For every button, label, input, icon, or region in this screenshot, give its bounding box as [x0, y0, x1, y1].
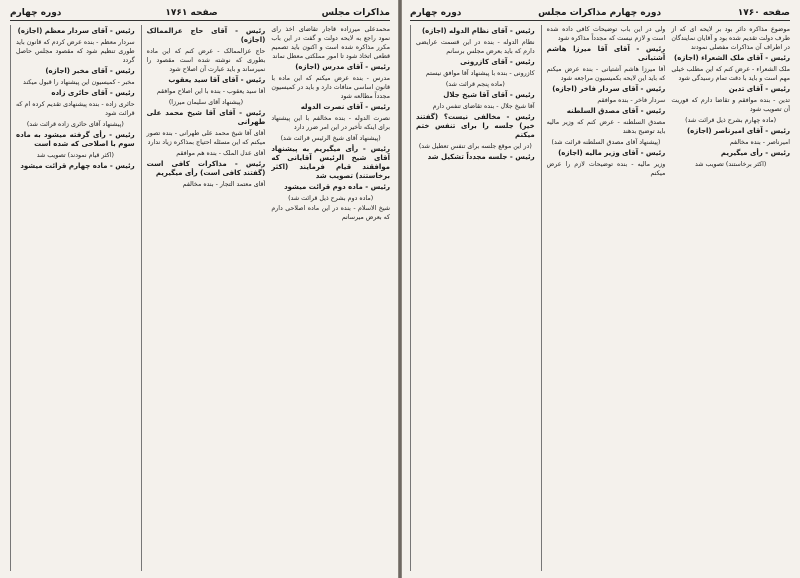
paragraph: (پیشنهاد آقای سلیمان میرزا)	[168, 99, 244, 106]
paragraph: کازرونی - بنده با پیشنهاد آقا موافق نیستم	[425, 70, 535, 77]
paragraph: آقای عدل الملک - بنده هم موافقم	[176, 150, 266, 157]
paragraph: رئیس - آقای حائری زاده	[51, 89, 135, 97]
paragraph: رئیس - آقای نصرت الدوله	[300, 103, 390, 111]
paragraph: رئیس - آقای سردار معظم (اجازه)	[17, 27, 135, 35]
paragraph: رئیس - رأی میگیریم به پیشنهاد آقای شیخ الرئیس آقایانی که موافقند قیام فرمایند (اکثر برخاستند) تصویب شد	[271, 145, 390, 180]
paragraph: محمدعلی میرزاده قاجار تقاضای اخذ رای نمود راجع به لایحه دولت و گفت در این باب مکرر مذاکره شده است و اکنون باید تصمیم قطعی اتخاذ شود تا امور مملکتی معطل نماند	[271, 26, 390, 60]
paragraph: آقای معتمد التجار - بنده مخالفم	[182, 181, 266, 188]
left-header-term: دوره چهارم	[10, 8, 62, 18]
paragraph: آقا شیخ جلال - بنده تقاضای تنفس دارم	[432, 103, 535, 110]
paragraph: رئیس - آقای نظام الدوله (اجازه)	[421, 27, 535, 35]
left-page	[0, 0, 398, 578]
paragraph: تدین - بنده موافقم و تقاضا دارم که فوریت آن تصویب شود	[671, 97, 790, 113]
paragraph: (ماده دوم بشرح ذیل قرائت شد)	[288, 195, 374, 202]
paragraph: (ماده پنجم قرائت شد)	[445, 81, 505, 88]
column-2	[141, 25, 266, 571]
paragraph: نظام الدوله - بنده در این قسمت عرایضی دارم که باید بعرض مجلس برسانم	[415, 39, 535, 55]
left-header-page	[165, 8, 217, 18]
paragraph: آقا میرزا هاشم آشتیانی - بنده عرض میکنم که باید این لایحه بکمیسیون مراجعه شود	[546, 66, 666, 82]
paragraph: ولی در این باب توضیحات کافی داده شده است و لازم نیست که مجدداً مذاکره شود	[546, 26, 666, 42]
paragraph: (پیشنهاد آقای حائری زاده قرائت شد)	[26, 121, 124, 128]
right-header-term: دوره چهارم	[410, 8, 462, 18]
column-3	[10, 25, 135, 571]
paragraph: مدرس - بنده عرض میکنم که این ماده با قانون اساسی منافات دارد و باید در کمیسیون مجدداً مطالعه شود	[271, 75, 390, 100]
paragraph: رئیس - آقای آقا شیخ محمد علی طهرانی	[146, 109, 266, 126]
right-header-page: صفحه ۱۷۶۰	[737, 8, 790, 18]
paragraph: رئیس - آقای آقا سید یعقوب	[168, 76, 266, 84]
paragraph: (پیشنهاد آقای شیخ الرئیس قرائت شد)	[280, 135, 381, 142]
paragraph: رئیس - آقای وزیر مالیه (اجازه)	[558, 149, 666, 157]
paragraph: نصرت الدوله - بنده مخالفم با این پیشنهاد برای اینکه تأخیر در این امر ضرر دارد	[271, 115, 390, 131]
column-5	[541, 25, 666, 571]
left-page-label: صفحه	[190, 8, 218, 18]
paragraph: (اکثر برخاستند) تصویب شد	[694, 161, 767, 168]
paragraph: رئیس - آقای ملک الشعراء (اجازه)	[674, 54, 790, 62]
column-4	[671, 25, 790, 571]
right-page	[402, 0, 800, 578]
paragraph: رئیس - آقای مصدق السلطنه	[566, 107, 666, 115]
paragraph: سردار معظم - بنده عرض کردم که قانون باید طوری تنظیم شود که مقصود مجلس حاصل گردد	[15, 39, 135, 64]
paragraph: آقا سید یعقوب - بنده با این اصلاح موافقم	[156, 88, 266, 95]
paragraph: رئیس - آقای تدین	[728, 85, 790, 93]
paragraph: رئیس - آقای سردار فاخر (اجازه)	[552, 85, 666, 93]
paragraph: رئیس - جلسه مجدداً تشکیل شد	[427, 153, 535, 161]
paragraph: رئیس - آقای مخبر (اجازه)	[45, 67, 135, 75]
paragraph: حاج عزالممالک - عرض کنم که این ماده بطوری که نوشته شده است مقصود را نمیرساند و باید عبارت آن اصلاح شود	[146, 48, 266, 73]
paragraph: رئیس - آقای کازرونی	[460, 58, 535, 66]
left-page-header	[10, 6, 390, 21]
paragraph: (در این موقع جلسه برای تنفس تعطیل شد)	[418, 143, 532, 150]
paragraph: رئیس - آقای آقا میرزا هاشم آشتیانی	[546, 45, 666, 62]
paragraph: (ماده چهارم بشرح ذیل قرائت شد)	[685, 117, 777, 124]
paragraph: (پیشنهاد آقای مصدق السلطنه قرائت شد)	[551, 139, 661, 146]
column-6	[410, 25, 535, 571]
paragraph: (اکثر قیام نمودند) تصویب شد	[36, 152, 114, 159]
paragraph: رئیس - مذاکرات کافی است (گفتند کافی است) رأی میگیریم	[146, 160, 266, 177]
right-header-title: دوره چهارم مذاکرات مجلس	[538, 8, 662, 18]
paragraph: رئیس - آقای حاج عزالممالک (اجازه)	[146, 27, 266, 44]
paragraph: مصدق السلطنه - عرض کنم که وزیر مالیه باید توضیح بدهند	[546, 119, 666, 135]
paragraph: امیرناصر - بنده مخالفم	[729, 139, 790, 146]
paragraph: رئیس - آقای مدرس (اجازه)	[295, 63, 390, 71]
paragraph: رئیس - مخالفی نیست؟ (گفتند خیر) جلسه را برای تنفس ختم میکنم	[415, 113, 535, 139]
paragraph: رئیس - ماده دوم قرائت میشود	[284, 183, 390, 191]
paragraph: شیخ الاسلام - بنده در این ماده اصلاحی دارم که بعرض میرسانم	[271, 205, 390, 221]
column-1	[271, 25, 390, 571]
paragraph: رئیس - رأی گرفته میشود به ماده سوم با اصلاحی که شده است	[15, 131, 135, 148]
paragraph: رئیس - آقای آقا شیخ جلال	[443, 91, 535, 99]
left-header-title: مذاکرات مجلس	[321, 8, 390, 18]
paragraph: رئیس - ماده چهارم قرائت میشود	[20, 162, 135, 170]
right-page-columns	[410, 25, 790, 571]
paragraph: حائری زاده - بنده پیشنهادی تقدیم کرده ام که قرائت شود	[15, 101, 135, 117]
right-page-header	[410, 6, 790, 21]
paragraph: مخبر - کمیسیون این پیشنهاد را قبول میکند	[23, 79, 135, 86]
paragraph: آقای آقا شیخ محمد علی طهرانی - بنده تصور میکنم که این مسئله احتیاج بمذاکره زیاد ندارد	[146, 130, 266, 146]
paragraph: وزیر مالیه - بنده توضیحات لازم را عرض میکنم	[546, 161, 666, 177]
left-page-columns	[10, 25, 390, 571]
paragraph: رئیس - رأی میگیریم	[720, 149, 790, 157]
left-page-number: ۱۷۶۱	[165, 8, 188, 18]
paragraph: رئیس - آقای امیرناصر (اجازه)	[686, 127, 790, 135]
paragraph: موضوع مذاکره دائر بود بر لایحه ای که از طرف دولت تقدیم شده بود و آقایان نمایندگان در اطراف آن مذاکرات مفصلی نمودند	[671, 26, 790, 51]
paragraph: ملک الشعراء - عرض کنم که این مطلب خیلی مهم است و باید با دقت تمام رسیدگی شود	[671, 66, 790, 82]
paragraph: سردار فاخر - بنده موافقم	[597, 97, 666, 104]
